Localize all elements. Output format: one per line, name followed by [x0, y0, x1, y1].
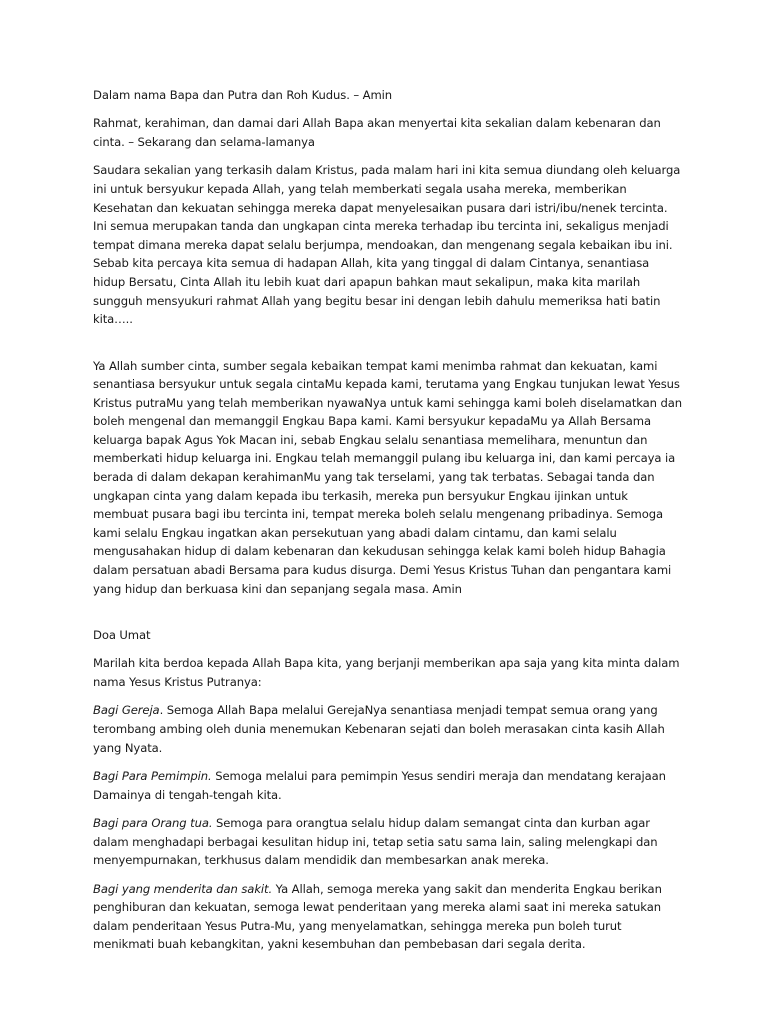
opening-line: Dalam nama Bapa dan Putra dan Roh Kudus. – Amin: [93, 88, 393, 102]
intention-parents: [93, 814, 683, 870]
intention-text: . Semoga Allah Bapa melalui GerejaNya senantiasa menjadi tempat semua orang yang terombang ambing oleh dunia menemukan Kebenaran sejati dan boleh merasakan cinta kasih Allah yang Nyata.: [93, 703, 665, 755]
section-heading: Doa Umat: [93, 628, 151, 643]
intention-lead: Bagi para Orang tua.: [93, 815, 213, 830]
spacer: [93, 339, 683, 357]
section-intro-paragraph: Marilah kita berdoa kepada Allah Bapa kita, yang berjanji memberikan apa saja yang kita minta dalam nama Yesus Kristus Putranya:: [93, 656, 680, 690]
intention-leaders: [93, 767, 683, 804]
intention-church: [93, 701, 683, 757]
intention-sick: [93, 880, 683, 954]
intention-lead: Bagi Para Pemimpin.: [93, 768, 212, 783]
document-page: [93, 86, 683, 964]
intention-text: Semoga melalui para pemimpin Yesus sendiri meraja dan mendatang kerajaan Damainya di tengah-tengah kita.: [93, 768, 666, 802]
greeting-paragraph: Rahmat, kerahiman, dan damai dari Allah Bapa akan menyertai kita sekalian dalam kebenaran dan cinta. – Sekarang dan selama-lamanya: [93, 116, 661, 149]
intention-lead: Bagi yang menderita dan sakit.: [93, 881, 273, 896]
introduction-paragraph: Saudara sekalian yang terkasih dalam Kristus, pada malam hari ini kita semua diundang oleh keluarga ini untuk bersyukur kepada Allah, yang telah memberkati segala usaha mereka, memberikan Kesehatan dan kekuatan sehingga mereka dapat menyelesaikan pusara dari istri/ibu/nenek tercinta. Ini semua merupakan tanda dan ungkapan cinta mereka terhadap ibu tercinta ini, sekaligus menjadi tempat dimana mereka dapat selalu berjumpa, mendoakan, dan mengenang segala kebaikan ibu ini. Sebab kita percaya kita semua di hadapan Allah, kita yang tinggal di dalam Cintanya, senantiasa hidup Bersatu, Cinta Allah itu lebih kuat dari apapun bahkan maut sekalipun, maka kita marilah sungguh mensyukuri rahmat Allah yang begitu besar ini dengan lebih dahulu memeriksa hati batin kita…..: [93, 163, 681, 327]
spacer: [93, 608, 683, 626]
opening-prayer-paragraph: Ya Allah sumber cinta, sumber segala kebaikan tempat kami menimba rahmat dan kekuatan, kami senantiasa bersyukur untuk segala cintaMu kepada kami, terutama yang Engkau tunjukan lewat Yesus Kristus putraMu yang telah memberikan nyawaNya untuk kami sehingga kami boleh diselamatkan dan boleh mengenal dan memanggil Engkau Bapa kami. Kami bersyukur kepadaMu ya Allah Bersama keluarga bapak Agus Yok Macan ini, sebab Engkau selalu senantiasa memelihara, menuntun dan memberkati hidup keluarga ini. Engkau telah memanggil pulang ibu keluarga ini, dan kami percaya ia berada di dalam dekapan kerahimanMu yang tak terselami, yang tak terbatas. Sebagai tanda dan ungkapan cinta yang dalam kepada ibu terkasih, mereka pun bersyukur Engkau ijinkan untuk membuat pusara bagi ibu tercinta ini, tempat mereka boleh selalu mengenang pribadinya. Semoga kami selalu Engkau ingatkan akan persekutuan yang abadi dalam cintamu, dan kami selalu mengusahakan hidup di dalam kebenaran dan kekudusan sehingga kelak kami boleh hidup Bahagia dalam persatuan abadi Bersama para kudus disurga. Demi Yesus Kristus Tuhan dan pengantara kami yang hidup dan berkuasa kini dan sepanjang segala masa. Amin: [93, 358, 683, 596]
intention-lead: Bagi Gereja: [93, 703, 160, 718]
intention-text: Semoga para orangtua selalu hidup dalam semangat cinta dan kurban agar dalam menghadapi berbagai kesulitan hidup ini, tetap setia satu sama lain, saling melengkapi dan menyempurnakan, terkhusus dalam mendidik dan membesarkan anak mereka.: [93, 815, 658, 868]
intention-text: Ya Allah, semoga mereka yang sakit dan menderita Engkau berikan penghiburan dan kekuatan, semoga lewat penderitaan yang mereka alami saat ini mereka satukan dalam penderitaan Yesus Putra-Mu, yang menyelamatkan, sehingga mereka pun boleh turut menikmati buah kebangkitan, yakni kesembuhan dan pembebasan dari segala derita.: [93, 881, 662, 952]
